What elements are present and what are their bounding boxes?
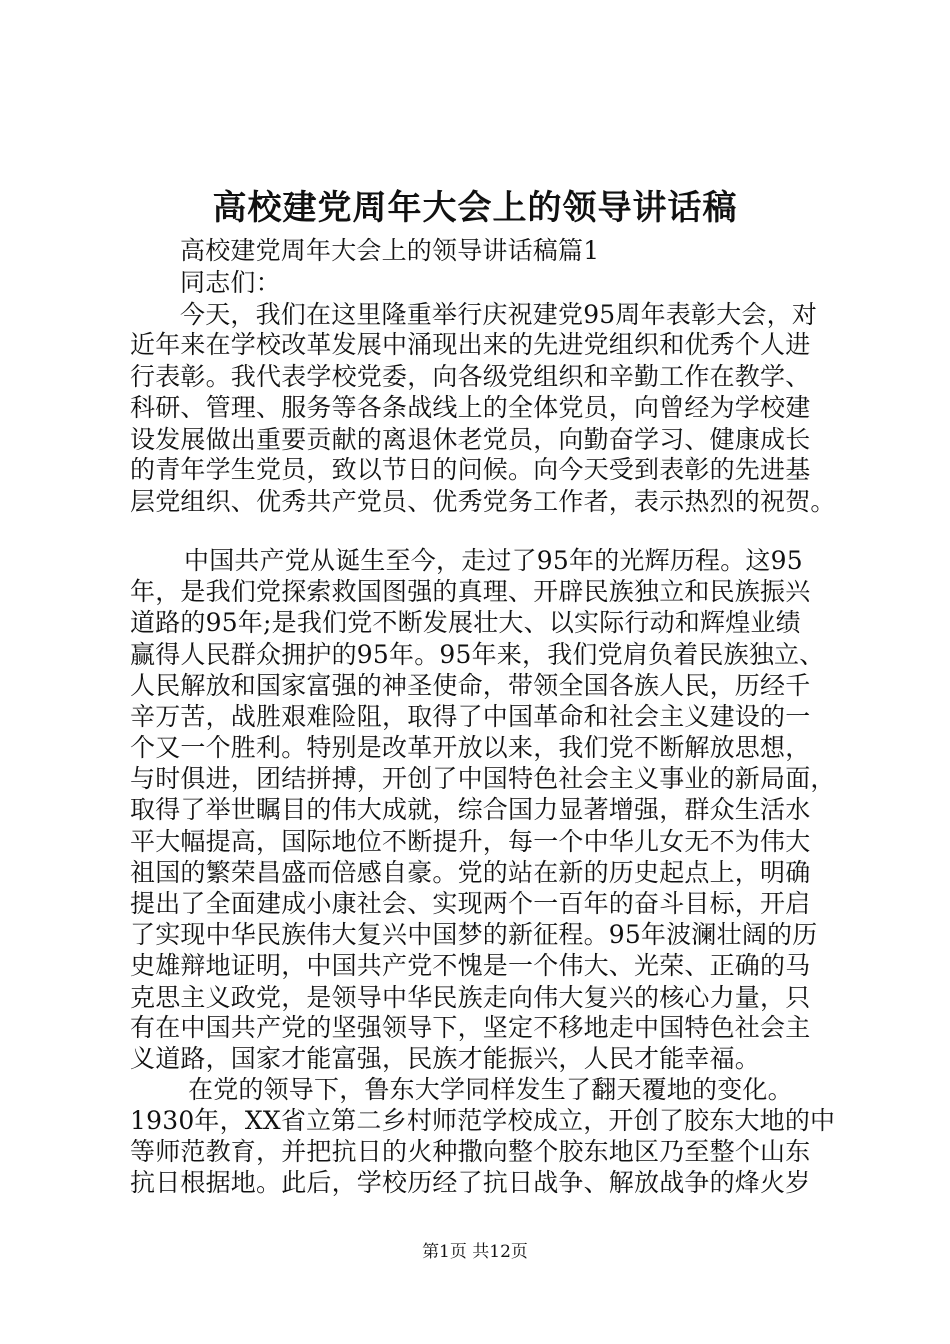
body-text-line: 与时俱进，团结拼搏，开创了中国特色社会主义事业的新局面， (130, 764, 836, 793)
page-footer: 第1页 共12页 (422, 1242, 528, 1262)
body-text-line: 行表彰。我代表学校党委，向各级党组织和辛勤工作在教学、 (130, 362, 811, 391)
body-text-line: 年，是我们党探索救国图强的真理、开辟民族独立和民族振兴 (130, 577, 811, 606)
body-text-line: 了实现中华民族伟大复兴中国梦的新征程。95年波澜壮阔的历 (130, 920, 818, 949)
body-text-line: 今天，我们在这里隆重举行庆祝建党95周年表彰大会，对 (180, 300, 818, 329)
body-text-line: 提出了全面建成小康社会、实现两个一百年的奋斗目标，开启 (130, 889, 811, 918)
document-title: 高校建党周年大会上的领导讲话稿 (212, 188, 738, 228)
body-text-line: 近年来在学校改革发展中涌现出来的先进党组织和优秀个人进 (130, 330, 811, 359)
body-text-line: 的青年学生党员，致以节日的问候。向今天受到表彰的先进基 (130, 455, 811, 484)
body-text-line: 赢得人民群众拥护的95年。95年来，我们党肩负着民族独立、 (130, 640, 825, 669)
body-text-line: 个又一个胜利。特别是改革开放以来，我们党不断解放思想， (130, 733, 811, 762)
body-text-line: 同志们： (180, 268, 281, 297)
body-text-line: 道路的95年;是我们党不断发展壮大、以实际行动和辉煌业绩 (130, 608, 801, 637)
body-text-line: 设发展做出重要贡献的离退休老党员，向勤奋学习、健康成长 (130, 425, 811, 454)
body-text-line: 科研、管理、服务等各条战线上的全体党员，向曾经为学校建 (130, 393, 811, 422)
body-text-line: 辛万苦，战胜艰难险阻，取得了中国革命和社会主义建设的一 (130, 702, 811, 731)
body-text-line: 中国共产党从诞生至今，走过了95年的光辉历程。这95 (184, 546, 803, 575)
body-text-line: 1930年，XX省立第二乡村师范学校成立，开创了胶东大地的中 (130, 1106, 836, 1135)
body-text-line: 取得了举世瞩目的伟大成就，综合国力显著增强，群众生活水 (130, 795, 811, 824)
body-text-line: 有在中国共产党的坚强领导下，坚定不移地走中国特色社会主 (130, 1013, 811, 1042)
body-text-line: 义道路，国家才能富强，民族才能振兴，人民才能幸福。 (130, 1044, 761, 1073)
body-text-line: 克思主义政党，是领导中华民族走向伟大复兴的核心力量，只 (130, 983, 811, 1012)
body-text-line: 层党组织、优秀共产党员、优秀党务工作者，表示热烈的祝贺。 (130, 487, 836, 516)
body-text-line: 人民解放和国家富强的神圣使命，带领全国各族人民，历经千 (130, 671, 811, 700)
body-text-line: 史雄辩地证明，中国共产党不愧是一个伟大、光荣、正确的马 (130, 951, 811, 980)
body-text-line: 在党的领导下，鲁东大学同样发生了翻天覆地的变化。 (188, 1075, 793, 1104)
body-text-line: 抗日根据地。此后，学校历经了抗日战争、解放战争的烽火岁 (130, 1168, 811, 1197)
body-text-line: 等师范教育，并把抗日的火种撒向整个胶东地区乃至整个山东 (130, 1137, 811, 1166)
body-text-line: 平大幅提高，国际地位不断提升，每一个中华儿女无不为伟大 (130, 827, 811, 856)
body-text-line: 高校建党周年大会上的领导讲话稿篇1 (180, 236, 600, 265)
body-text-line: 祖国的繁荣昌盛而倍感自豪。党的站在新的历史起点上，明确 (130, 858, 811, 887)
